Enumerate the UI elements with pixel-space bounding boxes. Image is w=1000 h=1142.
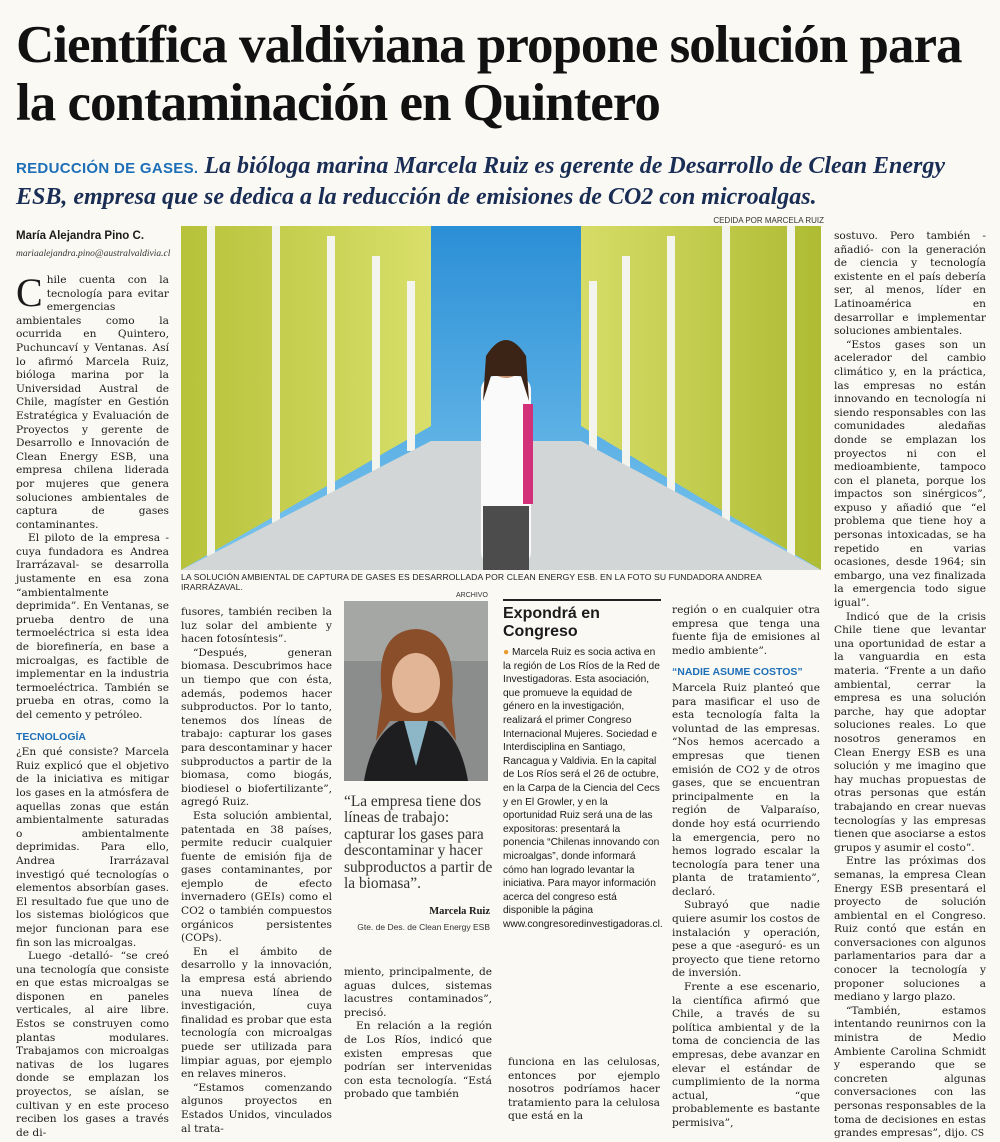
pull-quote-author: Marcela Ruiz (429, 906, 490, 917)
column-6 (834, 230, 986, 1142)
pull-quote: “La empresa tiene dos líneas de trabajo: capturar los gases para descontaminar y hacer subproductos a partir de la biomasa”. (344, 793, 493, 893)
paragraph: funciona en las celulosas, entonces por ejemplo nosotros podríamos hacer tratamiento para la celulosa que está en la (508, 1056, 660, 1123)
deck (16, 152, 986, 212)
paragraph: sostuvo. Pero también -añadió- con la generación de ciencia y tecnología existente en el país debería ser, al menos, líder en Latinoamérica en desarrollar e implementar soluciones ambientales. (834, 230, 986, 338)
small-photo-credit: ARCHIVO (456, 592, 488, 599)
paragraph: “Estos gases son un acelerador del cambio climático y, en la práctica, las empresas no están innovando en tecnología ni siendo responsables con las comunidades aledañas donde se emplazan los proyectos ni con el medioambiente, tampoco con el planeta, porque los impactos son sinérgicos”, expuso y añadió que “el problema que tiene hoy a personas intoxicadas, se ha repetido en varias ocasiones, desde 1964; sin embargo, una vez finalizada la emergencia todo sigue igual”. (834, 338, 986, 610)
kicker: REDUCCIÓN DE GASES. (16, 160, 199, 177)
paragraph: Marcela Ruiz planteó que para masificar el uso de esta tecnología falta la voluntad de las empresas. “Nos hemos acercado a empresas que tienen emisión de CO2 y de otros gases, que se encuentran principalmente en la región de Valparaíso, donde hoy está ocurriendo la emergencia, pero no hemos logrado escalar la tecnología para tener una planta de tratamiento”, declaró. (672, 681, 820, 898)
info-box-title: Expondrá en Congreso (503, 605, 600, 640)
paragraph: ¿En qué consiste? Marcela Ruiz explicó que el objetivo de la iniciativa es mitigar los gases en la atmósfera de aquellas zonas que están ambientalmente saturadas o ambientalmente deprimidas. Para ello, Andrea Irarrázaval investigó qué tecnologías o elementos absorbían gases. El resultado fue que uno de los sistemas biológicos que mejor funcionan para ese fin son las microalgas. (16, 746, 169, 949)
paragraph (834, 1005, 986, 1142)
paragraph-text: hile cuenta con la tecnología para evitar emergencias ambientales como la ocurrida en Quintero, Puchuncaví y Ventanas. Así lo afirmó Marcela Ruiz, bióloga marina por la Universidad Austral de Chile, magíster en Gestión Estratégica y Evaluación de Proyectos y gerente de Desarrollo e Innovación de Clean Energy ESB, una empresa chilena liderada por mujeres que genera soluciones ambientales de captura de gases contaminantes. (16, 274, 169, 531)
column-5 (672, 604, 820, 1131)
byline: María Alejandra Pino C. (16, 230, 145, 242)
main-photo-caption: LA SOLUCIÓN AMBIENTAL DE CAPTURA DE GASES ES DESARROLLADA POR CLEAN ENERGY ESB. EN LA FOTO SU FUNDADORA ANDREA IRARRÁZAVAL. (181, 572, 762, 592)
portrait-photo (344, 601, 488, 781)
end-mark: CS (971, 1129, 985, 1140)
paragraph: En relación a la región de Los Ríos, indicó que existen empresas que podrían ser intervenidas con esta tecnología. “Está probado que también (344, 1020, 492, 1101)
info-box-body: Marcela Ruiz es socia activa en la región de Los Ríos de la Red de Investigadoras. Esta asociación, que promueve la equidad de género en la investigación, realizará el primer Congreso Internacional Mujeres. Sociedad e Interdisciplina en Santiago, Rancagua y Valdivia. En la capital de Los Ríos será el 26 de octubre, en la Carpa de la Ciencia del Cecs y en El Growler, y en la oportunidad Ruiz será una de las expositoras: presentará la ponencia “Chilenas innovando con microalgas”, donde informará cómo han logrado levantar la iniciativa. Para mayor información acerca del congreso está disponible la página www.congresoredinvestigadoras.cl. (503, 647, 663, 930)
author-email[interactable]: mariaalejandra.pino@australvaldivia.cl (16, 249, 171, 259)
paragraph: región o en cualquier otra empresa que tenga una fuente fija de emisiones al medio ambiente”. (672, 604, 820, 657)
paragraph: “Después, generan biomasa. Descubrimos hace un tiempo que con ésta, además, podemos hacer subproductos. Por lo tanto, tenemos dos líneas de trabajo: capturar los gases para descontaminar y hacer subproductos a partir de la biomasa, como biogás, biodiesel o biofertilizante”, agregó Ruiz. (181, 646, 332, 809)
paragraph: En el ámbito de desarrollo y la innovación, la empresa está abriendo una nueva línea de investigación, cuya finalidad es probar que esta tecnología con microalgas puede ser utilizada para limpiar aguas, por ejemplo en relaves mineros. (181, 945, 332, 1081)
column-2 (181, 606, 332, 1136)
column-3-bottom (344, 966, 492, 1102)
headline: Científica valdiviana propone solución para la contaminación en Quintero (16, 16, 962, 132)
photo-illustration (181, 226, 821, 570)
deck-text: La bióloga marina Marcela Ruiz es gerente de Desarrollo de Clean Energy ESB, empresa que se dedica a la reducción de emisiones de CO2 con microalgas. (16, 153, 946, 210)
photo-credit: CEDIDA POR MARCELA RUIZ (713, 216, 824, 225)
subhead-tecnologia: TECNOLOGÍA (16, 730, 86, 743)
paragraph: miento, principalmente, de aguas dulces, sistemas lacustres contaminados”, precisó. (344, 966, 492, 1019)
subhead-nadie-asume-costos: “NADIE ASUME COSTOS” (672, 666, 803, 679)
column-1 (16, 270, 169, 1140)
paragraph: “Estamos comenzando algunos proyectos en Estados Unidos, vinculados al trata- (181, 1081, 332, 1135)
paragraph: El piloto de la empresa -cuya fundadora es Andrea Irarrázaval- se desarrolla justamente en esa zona “ambientalmente deprimida”. En Ventanas, se prueba dentro de una termoeléctrica si esta idea de biorefinería, en base a microalgas, es factible de implementar en la industria termoeléctrica. También se prueba en otras, como la del cemento y petróleo. (16, 532, 169, 721)
paragraph: Indicó que de la crisis Chile tiene que levantar una oportunidad de estar a la vanguardia en esta materia. “Frente a un daño ambiental, cerrar la empresa es una solución parche, hay que adoptar soluciones reales. Lo que nosotros generamos en Clean Energy ESB es una solución y me imagino que hay muchas propuestas de otras personas que están trabajando en crear nuevas tecnologías y las empresas tienen que asociarse a estos grupos y asumir el costo”. (834, 610, 986, 854)
info-box (503, 599, 661, 1049)
paragraph (16, 270, 169, 532)
column-4-bottom (508, 1056, 660, 1124)
pull-quote-role: Gte. de Des. de Clean Energy ESB (357, 922, 490, 932)
info-box-text (503, 646, 661, 931)
main-photo (181, 226, 821, 570)
paragraph: fusores, también reciben la luz solar del ambiente y hacen fotosíntesis”. (181, 606, 332, 646)
paragraph: Frente a ese escenario, la científica afirmó que Chile, a través de su política ambiental y de la toma de conciencia de las empresas, debe avanzar en elevar el estándar de cumplimiento de la norma actual, “que probablemente es bastante permisiva”, (672, 981, 820, 1129)
drop-cap: C (16, 270, 43, 315)
portrait-illustration (344, 601, 488, 781)
paragraph-text: “También, estamos intentando reunirnos con la ministra de Medio Ambiente Carolina Schmidt y esperando que se concreten algunas conversaciones con las personas responsables de la toma de decisiones en estas grandes empresas”, dijo. (834, 1004, 986, 1140)
paragraph: Luego -detalló- “se creó una tecnología que consiste en que estas microalgas se disponen en paneles verticales, al aire libre. Estos se construyen como plantas modulares. Trabajamos con microalgas nativas de los lugares donde se emplazan los proyectos, se aíslan, se cultivan y en este proceso reciben los gases a través de di- (16, 950, 169, 1139)
paragraph: Entre las próximas dos semanas, la empresa Clean Energy ESB presentará el proyecto de solución ambiental en el Congreso. Ruiz contó que están en conversaciones con algunos parlamentarios para dar a conocer la tecnología y proponer soluciones a mediano y largo plazo. (834, 855, 986, 1004)
paragraph: Subrayó que nadie quiere asumir los costos de instalación y operación, pese a que -aseguró- es un proyecto que tiene retorno de inversión. (672, 899, 820, 980)
bullet-icon: ● (503, 647, 510, 658)
paragraph: Esta solución ambiental, patentada en 38 países, permite reducir cualquier fuente de emisión fija de gases contaminantes, por ejemplo de efecto invernadero (GEIs) como el CO2 o también compuestos orgánicos persistentes (COPs). (181, 809, 332, 945)
